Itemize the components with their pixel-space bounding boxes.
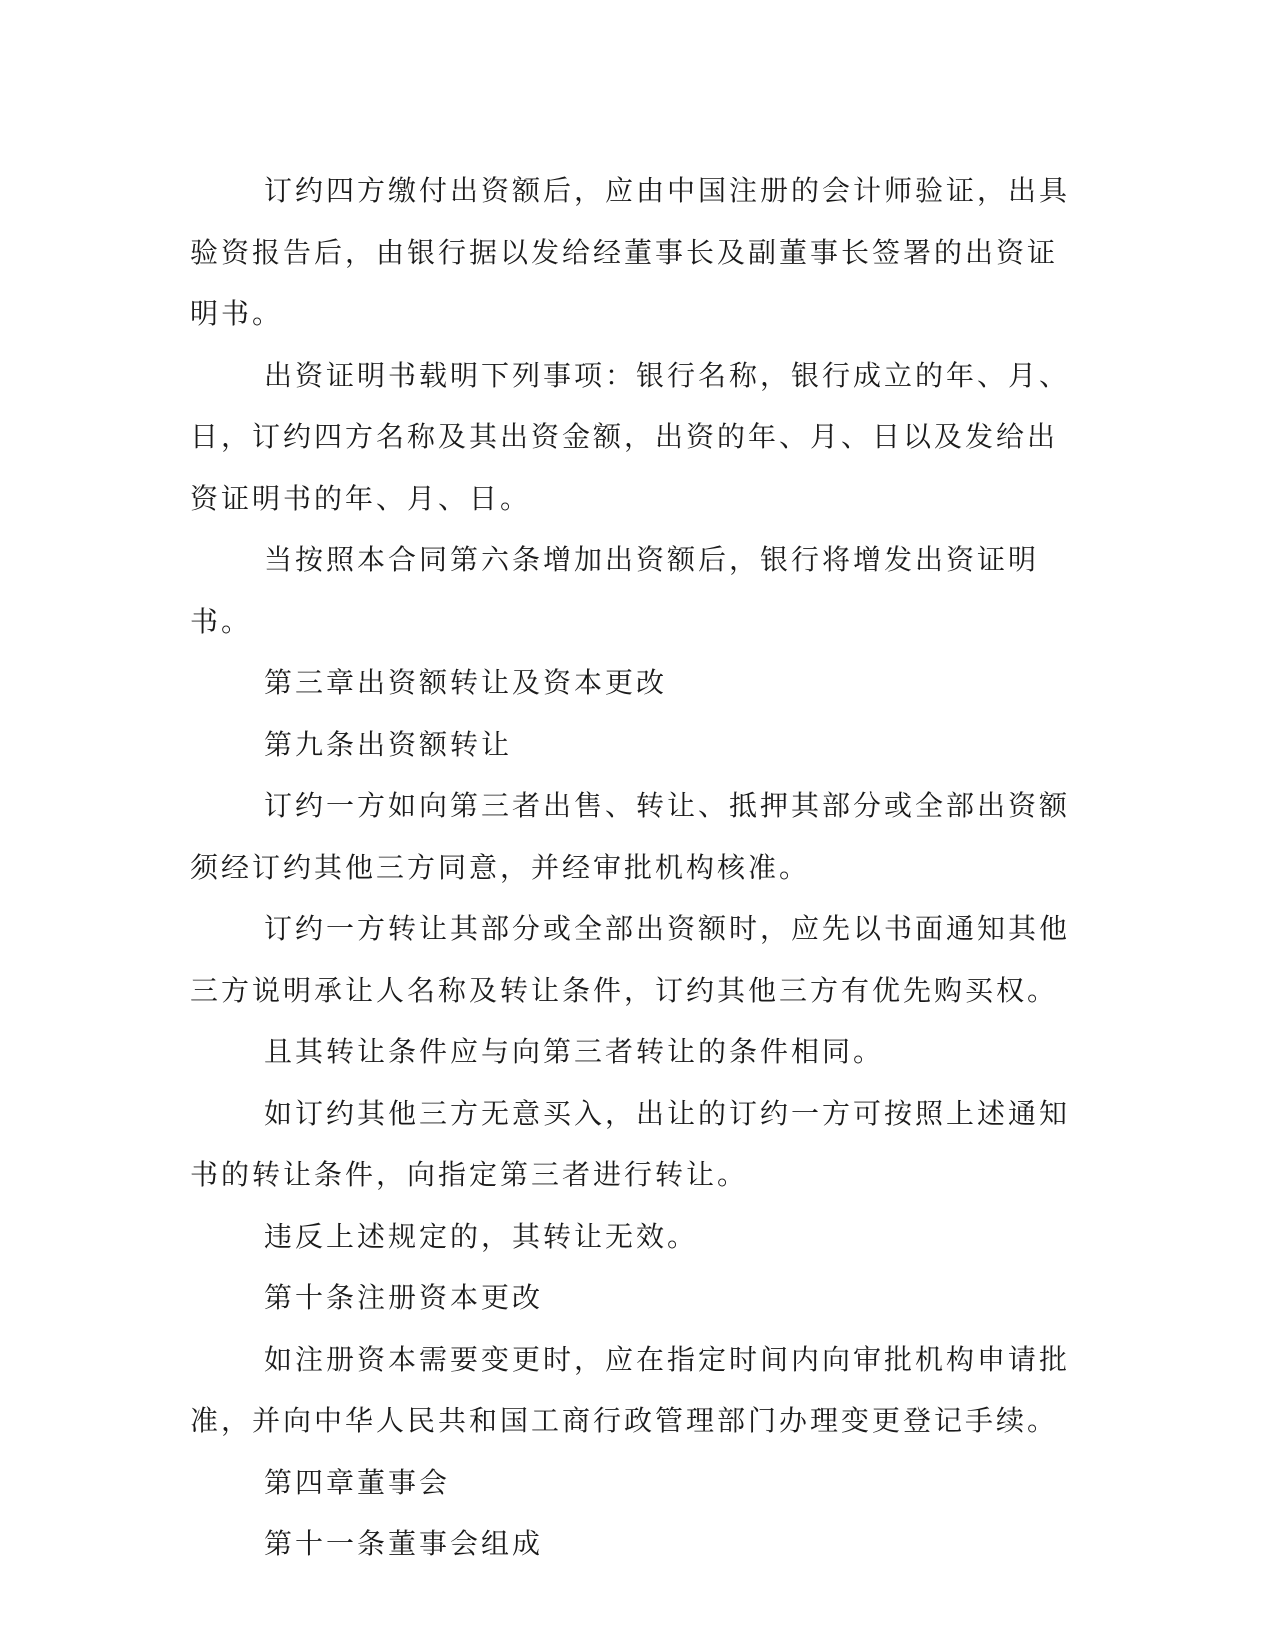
paragraph: 违反上述规定的，其转让无效。 <box>264 1219 699 1253</box>
paragraph: 且其转让条件应与向第三者转让的条件相同。 <box>264 1035 885 1068</box>
chapter-heading: 第四章董事会 <box>264 1465 451 1499</box>
article-heading: 第九条出资额转让 <box>264 727 513 761</box>
paragraph: 订约一方转让其部分或全部出资额时，应先以书面通知其他三方说明承让人名称及转让条件，订约其他三方有优先购买权。 <box>190 912 1071 1007</box>
paragraph: 如注册资本需要变更时，应在指定时间内向审批机构申请批准，并向中华人民共和国工商行政管理部门办理变更登记手续。 <box>190 1342 1071 1437</box>
document-body <box>190 160 1075 1575</box>
chapter-heading: 第三章出资额转让及资本更改 <box>264 666 668 699</box>
article-heading: 第十一条董事会组成 <box>264 1527 544 1560</box>
paragraph: 如订约其他三方无意买入，出让的订约一方可按照上述通知书的转让条件，向指定第三者进行转让。 <box>190 1096 1071 1191</box>
paragraph: 订约一方如向第三者出售、转让、抵押其部分或全部出资额须经订约其他三方同意，并经审批机构核准。 <box>190 789 1071 884</box>
paragraph: 出资证明书载明下列事项：银行名称，银行成立的年、月、日，订约四方名称及其出资金额，出资的年、月、日以及发给出资证明书的年、月、日。 <box>190 358 1071 515</box>
article-heading: 第十条注册资本更改 <box>264 1281 544 1314</box>
paragraph: 订约四方缴付出资额后，应由中国注册的会计师验证，出具验资报告后，由银行据以发给经董事长及副董事长签署的出资证明书。 <box>190 174 1071 330</box>
paragraph: 当按照本合同第六条增加出资额后，银行将增发出资证明书。 <box>190 543 1040 638</box>
